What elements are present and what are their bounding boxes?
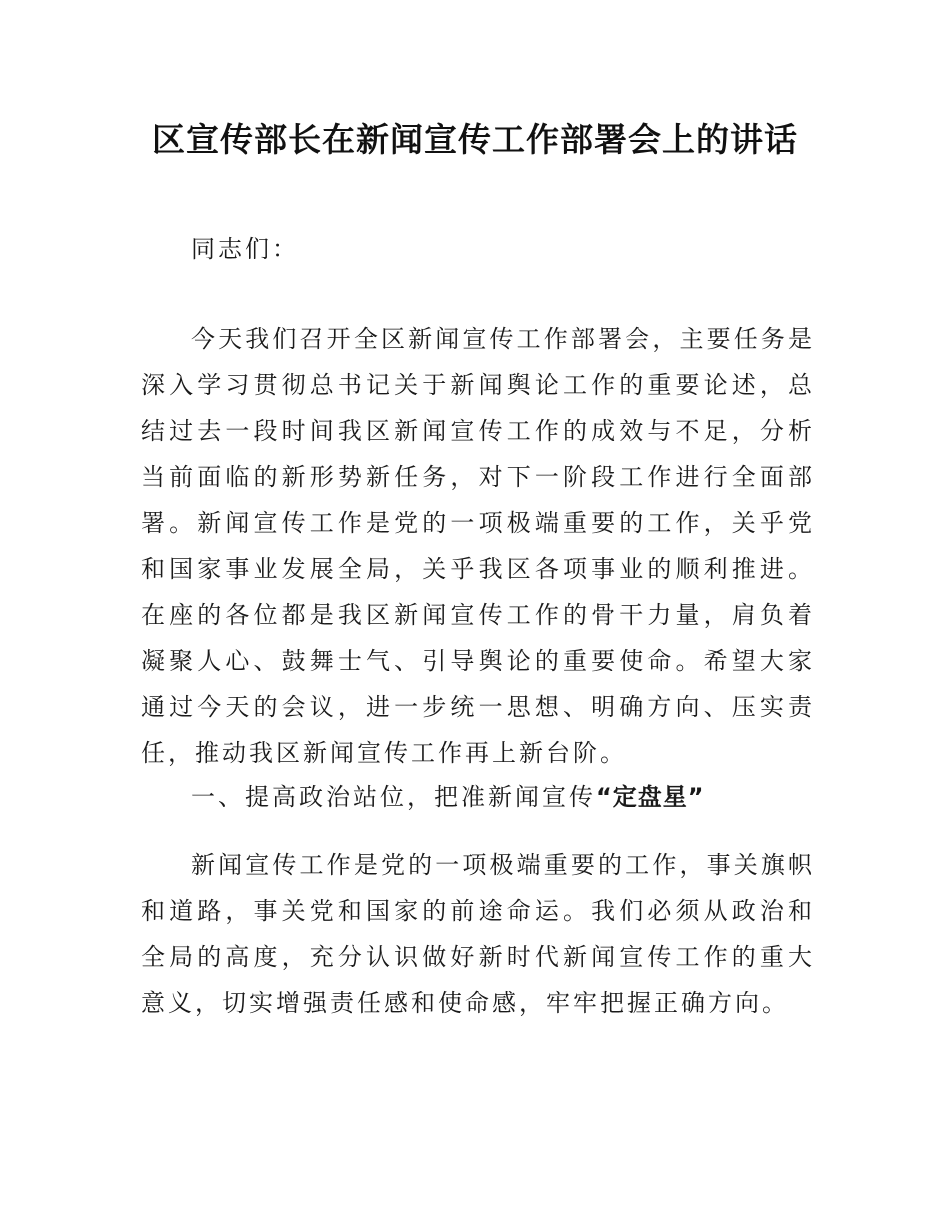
salutation: 同志们： [191, 235, 299, 263]
section-heading-1 [141, 774, 815, 820]
paragraph-section-1: 新闻宣传工作是党的一项极端重要的工作，事关旗帜和道路，事关党和国家的前途命运。我们必须从政治和全局的高度，充分认识做好新时代新闻宣传工作的重大意义，切实增强责任感和使命感，牢牢把握正确方向。 [141, 851, 815, 1017]
paragraph-intro: 今天我们召开全区新闻宣传工作部署会，主要任务是深入学习贯彻总书记关于新闻舆论工作的重要论述，总结过去一段时间我区新闻宣传工作的成效与不足，分析当前面临的新形势新任务，对下一阶段工作进行全面部署。新闻宣传工作是党的一项极端重要的工作，关乎党和国家事业发展全局，关乎我区各项事业的顺利推进。在座的各位都是我区新闻宣传工作的骨干力量，肩负着凝聚人心、鼓舞士气、引导舆论的重要使命。希望大家通过今天的会议，进一步统一思想、明确方向、压实责任，推动我区新闻宣传工作再上新台阶。 [141, 325, 815, 767]
document-title: 区宣传部长在新闻宣传工作部署会上的讲话 [152, 120, 798, 159]
section-heading-1-text: 一、提高政治站位，把准新闻宣传 [191, 783, 596, 811]
section-heading-1-emphasis: “定盘星” [596, 783, 705, 811]
